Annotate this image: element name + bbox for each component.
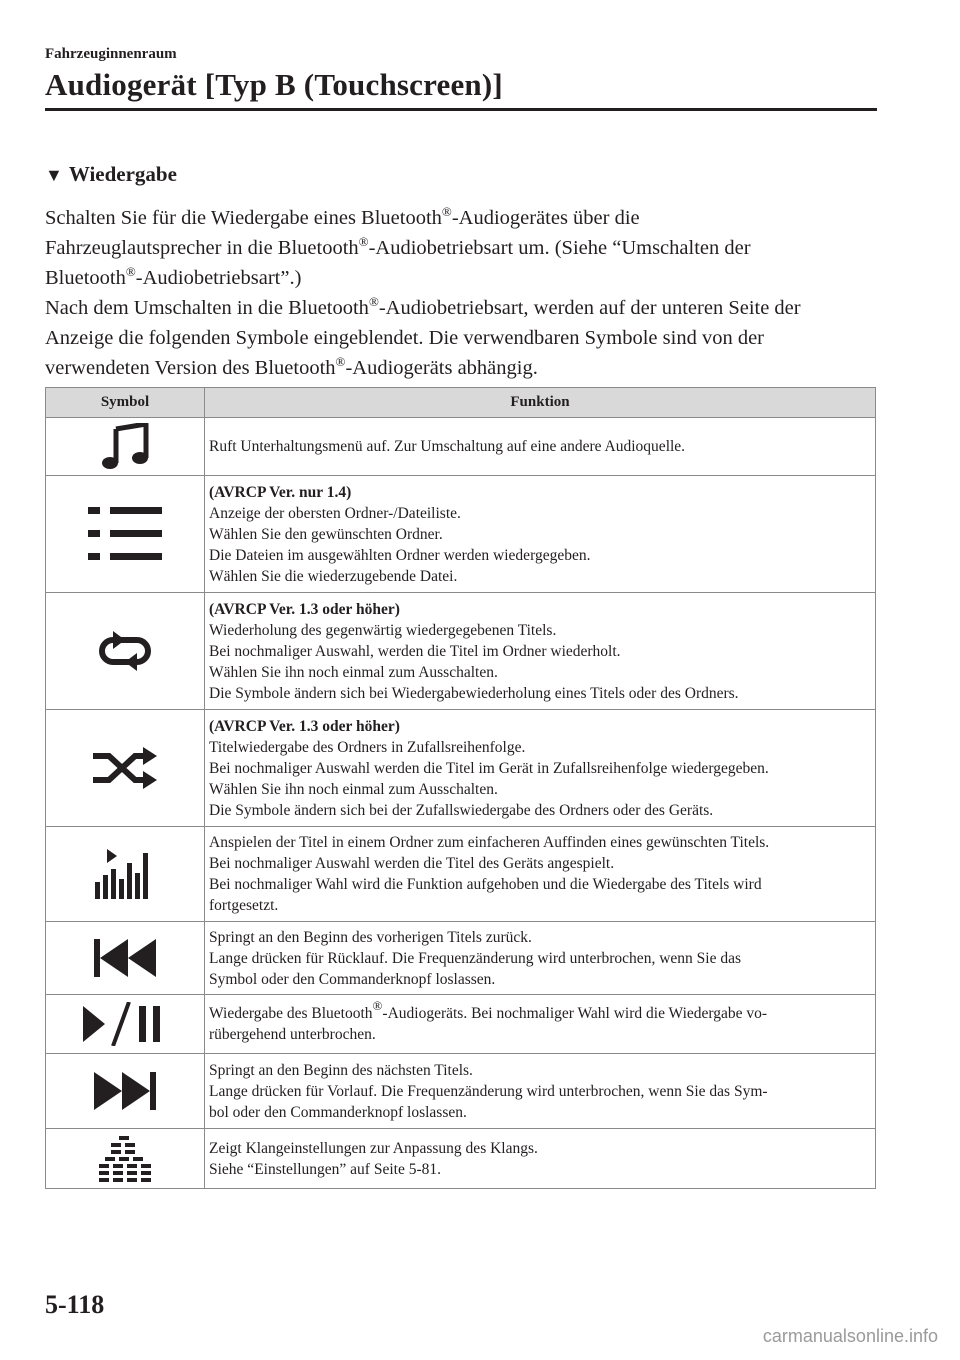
function-cell <box>205 418 876 476</box>
triangle-down-icon: ▼ <box>45 165 63 185</box>
function-text-line: Die Symbole ändern sich bei der Zufallswiedergabe des Ordners oder des Geräts. <box>209 801 714 819</box>
music-note-icon <box>46 423 204 471</box>
symbol-table <box>45 387 876 1189</box>
play-pause-icon <box>46 1002 204 1046</box>
function-cell <box>205 476 876 593</box>
function-text-line: Springt an den Beginn des vorherigen Titels zurück. <box>209 928 532 946</box>
equalizer-icon <box>46 1136 204 1182</box>
symbol-cell <box>46 995 205 1054</box>
registered-mark: ® <box>441 204 452 219</box>
function-text-line: Wählen Sie ihn noch einmal zum Ausschalten. <box>209 780 498 798</box>
function-version-note: (AVRCP Ver. 1.3 oder höher) <box>209 717 400 735</box>
next-track-icon <box>46 1072 204 1110</box>
registered-mark: ® <box>358 234 369 249</box>
symbol-cell <box>46 710 205 827</box>
list-icon <box>46 507 204 561</box>
table-row <box>46 995 876 1054</box>
function-text-line: fortgesetzt. <box>209 897 279 914</box>
column-header-symbol: Symbol <box>46 388 205 418</box>
shuffle-icon <box>46 746 204 790</box>
watermark: carmanualsonline.info <box>762 1326 938 1346</box>
symbol-cell <box>46 476 205 593</box>
registered-mark: ® <box>335 354 346 369</box>
table-row <box>46 922 876 995</box>
header-rule <box>45 108 877 111</box>
table-row <box>46 476 876 593</box>
registered-mark: ® <box>372 998 383 1013</box>
function-text-line: Wiedergabe des Bluetooth®-Audiogeräts. Bei nochmaliger Wahl wird die Wiedergabe vo- <box>209 998 768 1022</box>
function-text-line: Wählen Sie die wiederzugebende Datei. <box>209 567 458 585</box>
function-text-line: Bei nochmaliger Auswahl werden die Titel im Gerät in Zufallsreihenfolge wiedergegeben. <box>209 759 769 777</box>
symbol-cell <box>46 593 205 710</box>
table-row <box>46 1054 876 1129</box>
function-text-line: Titelwiedergabe des Ordners in Zufallsreihenfolge. <box>209 738 526 756</box>
function-text-line: Wiederholung des gegenwärtig wiedergegebenen Titels. <box>209 621 557 639</box>
function-cell <box>205 1129 876 1189</box>
subheading-text: Wiedergabe <box>68 162 177 186</box>
function-cell <box>205 593 876 710</box>
scan-icon <box>46 849 204 899</box>
function-text-line: Ruft Unterhaltungsmenü auf. Zur Umschaltung auf eine andere Audioquelle. <box>209 438 686 455</box>
page-header <box>45 44 877 105</box>
registered-mark: ® <box>368 294 379 309</box>
function-text-line: Bei nochmaliger Auswahl werden die Titel des Geräts angespielt. <box>209 855 615 872</box>
intro-text <box>45 203 885 383</box>
subheading <box>45 160 177 189</box>
table-row <box>46 418 876 476</box>
function-text-line: Die Symbole ändern sich bei Wiedergabewiederholung eines Titels oder des Ordners. <box>209 684 739 702</box>
symbol-cell <box>46 418 205 476</box>
function-text-line: Springt an den Beginn des nächsten Titels. <box>209 1061 473 1079</box>
table-row <box>46 827 876 922</box>
function-text-line: Lange drücken für Vorlauf. Die Frequenzänderung wird unterbrochen, wenn Sie das Sym- <box>209 1082 768 1100</box>
function-text-line: Zeigt Klangeinstellungen zur Anpassung des Klangs. <box>209 1139 538 1157</box>
function-text-line: rübergehend unterbrochen. <box>209 1026 376 1043</box>
table-row <box>46 1129 876 1189</box>
repeat-icon <box>46 631 204 671</box>
function-version-note: (AVRCP Ver. nur 1.4) <box>209 483 352 501</box>
symbol-cell <box>46 1054 205 1129</box>
function-text-line: bol oder den Commanderknopf loslassen. <box>209 1103 467 1121</box>
function-text-line: Bei nochmaliger Wahl wird die Funktion aufgehoben und die Wiedergabe des Titels wird <box>209 876 762 893</box>
function-cell <box>205 1054 876 1129</box>
function-text-line: Wählen Sie den gewünschten Ordner. <box>209 525 443 543</box>
page-title: Audiogerät [Typ B (Touchscreen)] <box>45 67 503 102</box>
function-text-line: Lange drücken für Rücklauf. Die Frequenzänderung wird unterbrochen, wenn Sie das <box>209 949 741 967</box>
section-label: Fahrzeuginnenraum <box>45 46 177 62</box>
table-header-row <box>46 388 876 418</box>
function-text-line: Die Dateien im ausgewählten Ordner werden wiedergegeben. <box>209 546 591 564</box>
function-text-line: Wählen Sie ihn noch einmal zum Ausschalten. <box>209 663 498 681</box>
function-cell <box>205 827 876 922</box>
function-version-note: (AVRCP Ver. 1.3 oder höher) <box>209 600 400 618</box>
function-text-line: Symbol oder den Commanderknopf loslassen. <box>209 970 496 988</box>
previous-track-icon <box>46 939 204 977</box>
function-text-line: Bei nochmaliger Auswahl, werden die Titel im Ordner wiederholt. <box>209 642 621 660</box>
function-cell <box>205 922 876 995</box>
symbol-cell <box>46 922 205 995</box>
function-text-line: Anzeige der obersten Ordner-/Dateiliste. <box>209 504 461 522</box>
page-number: 5-118 <box>45 1290 105 1319</box>
symbol-cell <box>46 827 205 922</box>
table-row <box>46 710 876 827</box>
function-text-line: Siehe “Einstellungen” auf Seite 5-81. <box>209 1160 442 1178</box>
function-cell <box>205 710 876 827</box>
function-cell <box>205 995 876 1054</box>
function-text-line: Anspielen der Titel in einem Ordner zum einfacheren Auffinden eines gewünschten Titels. <box>209 834 770 851</box>
symbol-cell <box>46 1129 205 1189</box>
intro-paragraph-2: Nach dem Umschalten in die Bluetooth®-Audiobetriebsart, werden auf der unteren Seite der Anzeige die folgenden Symbole eingeblendet. Die verwendbaren Symbole sind von der verwendeten Version des Bluetooth®-Audiogeräts abhängig. <box>45 294 801 379</box>
intro-paragraph-1: Schalten Sie für die Wiedergabe eines Bluetooth®-Audiogerätes über die Fahrzeuglautsprecher in die Bluetooth®-Audiobetriebsart um. (Siehe “Umschalten der Bluetooth®-Audiobetriebsart”.) <box>45 204 751 289</box>
table-row <box>46 593 876 710</box>
registered-mark: ® <box>125 264 136 279</box>
column-header-function: Funktion <box>205 388 876 418</box>
